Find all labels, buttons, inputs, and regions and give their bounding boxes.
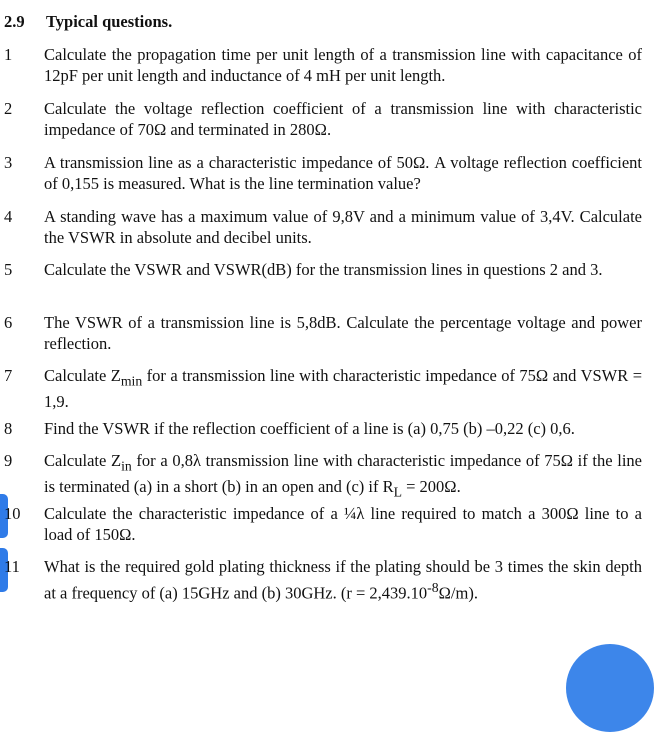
question-number: 2	[4, 99, 13, 118]
question-number: 10	[4, 504, 21, 523]
question-text: A standing wave has a maximum value of 9,8V and a minimum value of 3,4V. Calculate the VSWR in absolute and decibel units.	[44, 207, 642, 247]
section-title: Typical questions.	[46, 12, 173, 31]
question-text: Calculate the propagation time per unit length of a transmission line with capacitance of 12pF per unit length and inductance of 4 mH per unit length.	[44, 45, 642, 85]
question-text: Calculate $Z_{min}$ for a transmission line with characteristic impedance of 75Ω and VSWR = 1,9.	[44, 366, 642, 412]
question-number: 7	[4, 366, 13, 385]
question-number: 1	[4, 45, 13, 64]
question-text: Calculate $Z_{in}$ for a 0,8λ transmission line with characteristic impedance of 75Ω if the line is terminated (a) in a short (b) in an open and (c) if $R_L = 200\Omega$.	[44, 451, 642, 500]
question-number: 4	[4, 207, 13, 226]
question-text: Calculate the VSWR and VSWR(dB) for the transmission lines in questions 2 and 3.	[44, 260, 603, 279]
question-number: 6	[4, 313, 13, 332]
question-text: Calculate the voltage reflection coefficient of a transmission line with characteristic impedance of 70Ω and terminated in 280Ω.	[44, 99, 642, 139]
question-text: Find the VSWR if the reflection coefficient of a line is (a) 0,75 (b) –0,22 (c) 0,6.	[44, 419, 575, 438]
question-number: 3	[4, 153, 13, 172]
question-number: 5	[4, 260, 13, 279]
question-number: 8	[4, 419, 13, 438]
question-text: The VSWR of a transmission line is 5,8dB. Calculate the percentage voltage and power reflection.	[44, 313, 642, 353]
question-text: Calculate the characteristic impedance of a ¼λ line required to match a 300Ω line to a load of 150Ω.	[44, 504, 642, 544]
question-number: 11	[4, 557, 20, 576]
question-text: What is the required gold plating thickness if the plating should be 3 times the skin depth at a frequency of (a) 15GHz and (b) 30GHz. $(r = 2,439.10^{-8}\Omega/m)$.	[44, 557, 642, 603]
section-number: 2.9	[4, 12, 25, 31]
question-number: 9	[4, 451, 13, 470]
floating-action-button[interactable]	[566, 644, 654, 732]
section-heading	[4, 12, 172, 32]
question-text: A transmission line as a characteristic impedance of 50Ω. A voltage reflection coefficient of 0,155 is measured. What is the line termination value?	[44, 153, 642, 193]
